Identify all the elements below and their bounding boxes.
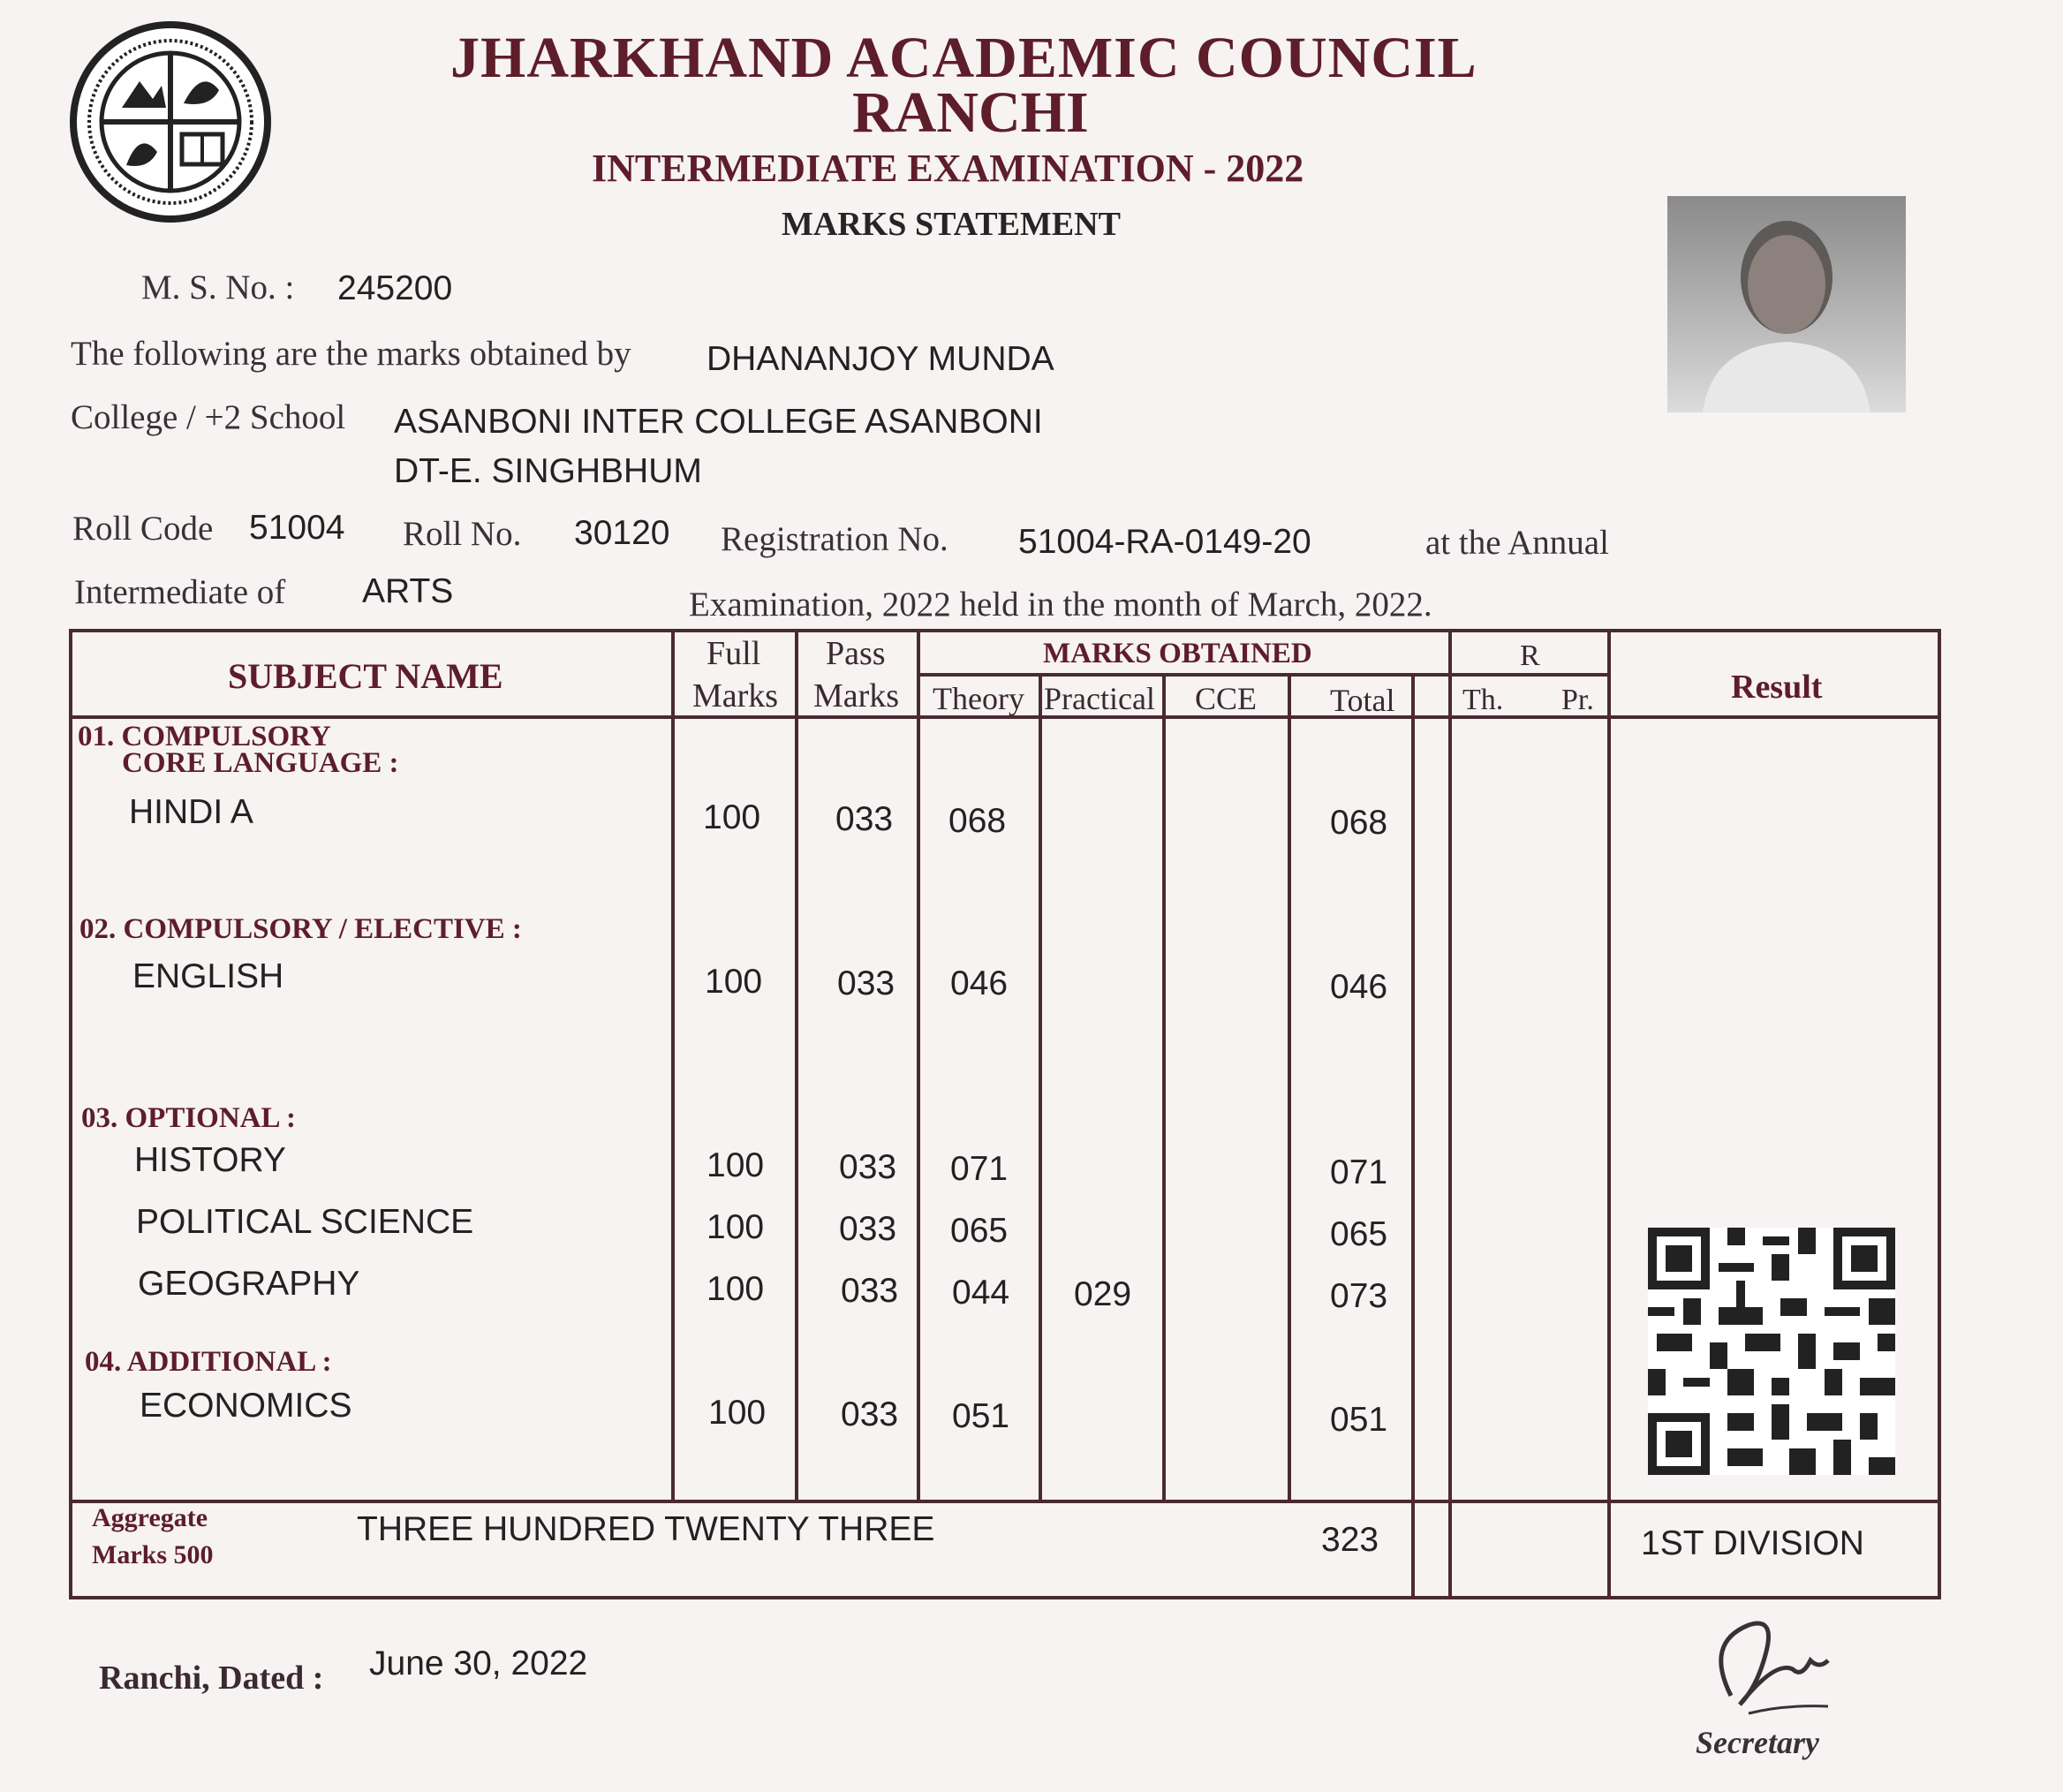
full-marks: 100 [707,1146,765,1184]
subject-name: HISTORY [134,1141,286,1179]
theory-marks: 051 [952,1397,1010,1435]
subject-name: POLITICAL SCIENCE [136,1203,474,1241]
roll-code-value: 51004 [249,509,345,547]
total-marks: 068 [1330,804,1388,842]
council-seal-icon [69,19,272,224]
group-title: 03. OPTIONAL : [81,1102,296,1134]
header-pass-marks-2: Marks [813,677,900,715]
aggregate-total: 323 [1321,1521,1379,1559]
header-theory: Theory [933,681,1024,716]
subject-name: ECONOMICS [140,1387,352,1425]
pass-marks: 033 [841,1395,899,1433]
obtained-by-label: The following are the marks obtained by [71,335,631,373]
theory-marks: 071 [950,1150,1009,1188]
college-label: College / +2 School [71,398,346,436]
practical-marks: 029 [1074,1275,1132,1313]
pass-marks: 033 [839,1210,897,1248]
roll-no-value: 30120 [574,514,670,552]
council-title: JHARKHAND ACADEMIC COUNCIL [450,26,1477,90]
college-district: DT-E. SINGHBHUM [394,452,702,490]
pass-marks: 033 [835,800,894,838]
group-title: 01. COMPULSORY [78,721,331,752]
total-marks: 065 [1330,1215,1388,1253]
stream-value: ARTS [362,572,454,610]
exam-held-text: Examination, 2022 held in the month of March, 2022. [689,586,1432,624]
group-title: CORE LANGUAGE : [122,747,399,779]
total-marks: 073 [1330,1277,1388,1315]
ms-no-label: M. S. No. : [141,268,295,306]
issue-date: June 30, 2022 [369,1645,588,1682]
group-title: 02. COMPULSORY / ELECTIVE : [79,913,522,945]
full-marks: 100 [705,963,763,1001]
roll-no-label: Roll No. [403,515,522,553]
student-photo [1667,196,1906,412]
council-city: RANCHI [852,80,1089,145]
full-marks: 100 [708,1394,767,1432]
theory-marks: 044 [952,1274,1010,1312]
total-marks: 046 [1330,968,1388,1006]
subject-name: ENGLISH [132,957,284,995]
result-division: 1ST DIVISION [1641,1524,1864,1562]
full-marks: 100 [707,1208,765,1246]
pass-marks: 033 [841,1272,899,1310]
dated-label: Ranchi, Dated : [99,1660,324,1697]
student-name: DHANANJOY MUNDA [707,340,1054,378]
header-subject-name: SUBJECT NAME [228,656,503,696]
theory-marks: 065 [950,1212,1009,1250]
subject-name: GEOGRAPHY [138,1265,360,1303]
header-result: Result [1731,669,1823,706]
header-cce: CCE [1195,681,1258,716]
group-title: 04. ADDITIONAL : [85,1346,332,1378]
total-marks: 051 [1330,1401,1388,1439]
theory-marks: 046 [950,964,1009,1002]
subject-name: HINDI A [129,793,253,831]
aggregate-label: Aggregate [92,1503,208,1532]
intermediate-label: Intermediate of [74,573,286,611]
exam-title: INTERMEDIATE EXAMINATION - 2022 [592,147,1304,190]
total-marks: 071 [1330,1153,1388,1191]
header-r: R [1520,639,1540,672]
aggregate-words: THREE HUNDRED TWENTY THREE [357,1510,935,1548]
header-practical: Practical [1044,681,1155,716]
header-marks-obtained: MARKS OBTAINED [1043,638,1312,669]
full-marks: 100 [707,1270,765,1308]
doc-type: MARKS STATEMENT [782,206,1121,243]
aggregate-max: Marks 500 [92,1540,214,1569]
header-total: Total [1330,683,1395,718]
college-name: ASANBONI INTER COLLEGE ASANBONI [394,403,1043,441]
pass-marks: 033 [837,964,895,1002]
roll-code-label: Roll Code [72,510,214,548]
header-pass-marks-1: Pass [826,635,886,672]
signature [1696,1607,1855,1731]
registration-value: 51004-RA-0149-20 [1018,523,1311,561]
header-full-marks-2: Marks [692,677,779,715]
qr-code-icon [1648,1228,1895,1475]
header-full-marks-1: Full [707,635,761,672]
secretary-label: Secretary [1696,1725,1819,1760]
ms-no-value: 245200 [337,269,453,307]
pass-marks: 033 [839,1148,897,1186]
theory-marks: 068 [948,802,1007,840]
header-pr: Pr. [1561,684,1594,716]
registration-label: Registration No. [721,520,948,558]
header-th: Th. [1462,684,1504,716]
full-marks: 100 [703,798,761,836]
annual-label: at the Annual [1425,524,1609,562]
